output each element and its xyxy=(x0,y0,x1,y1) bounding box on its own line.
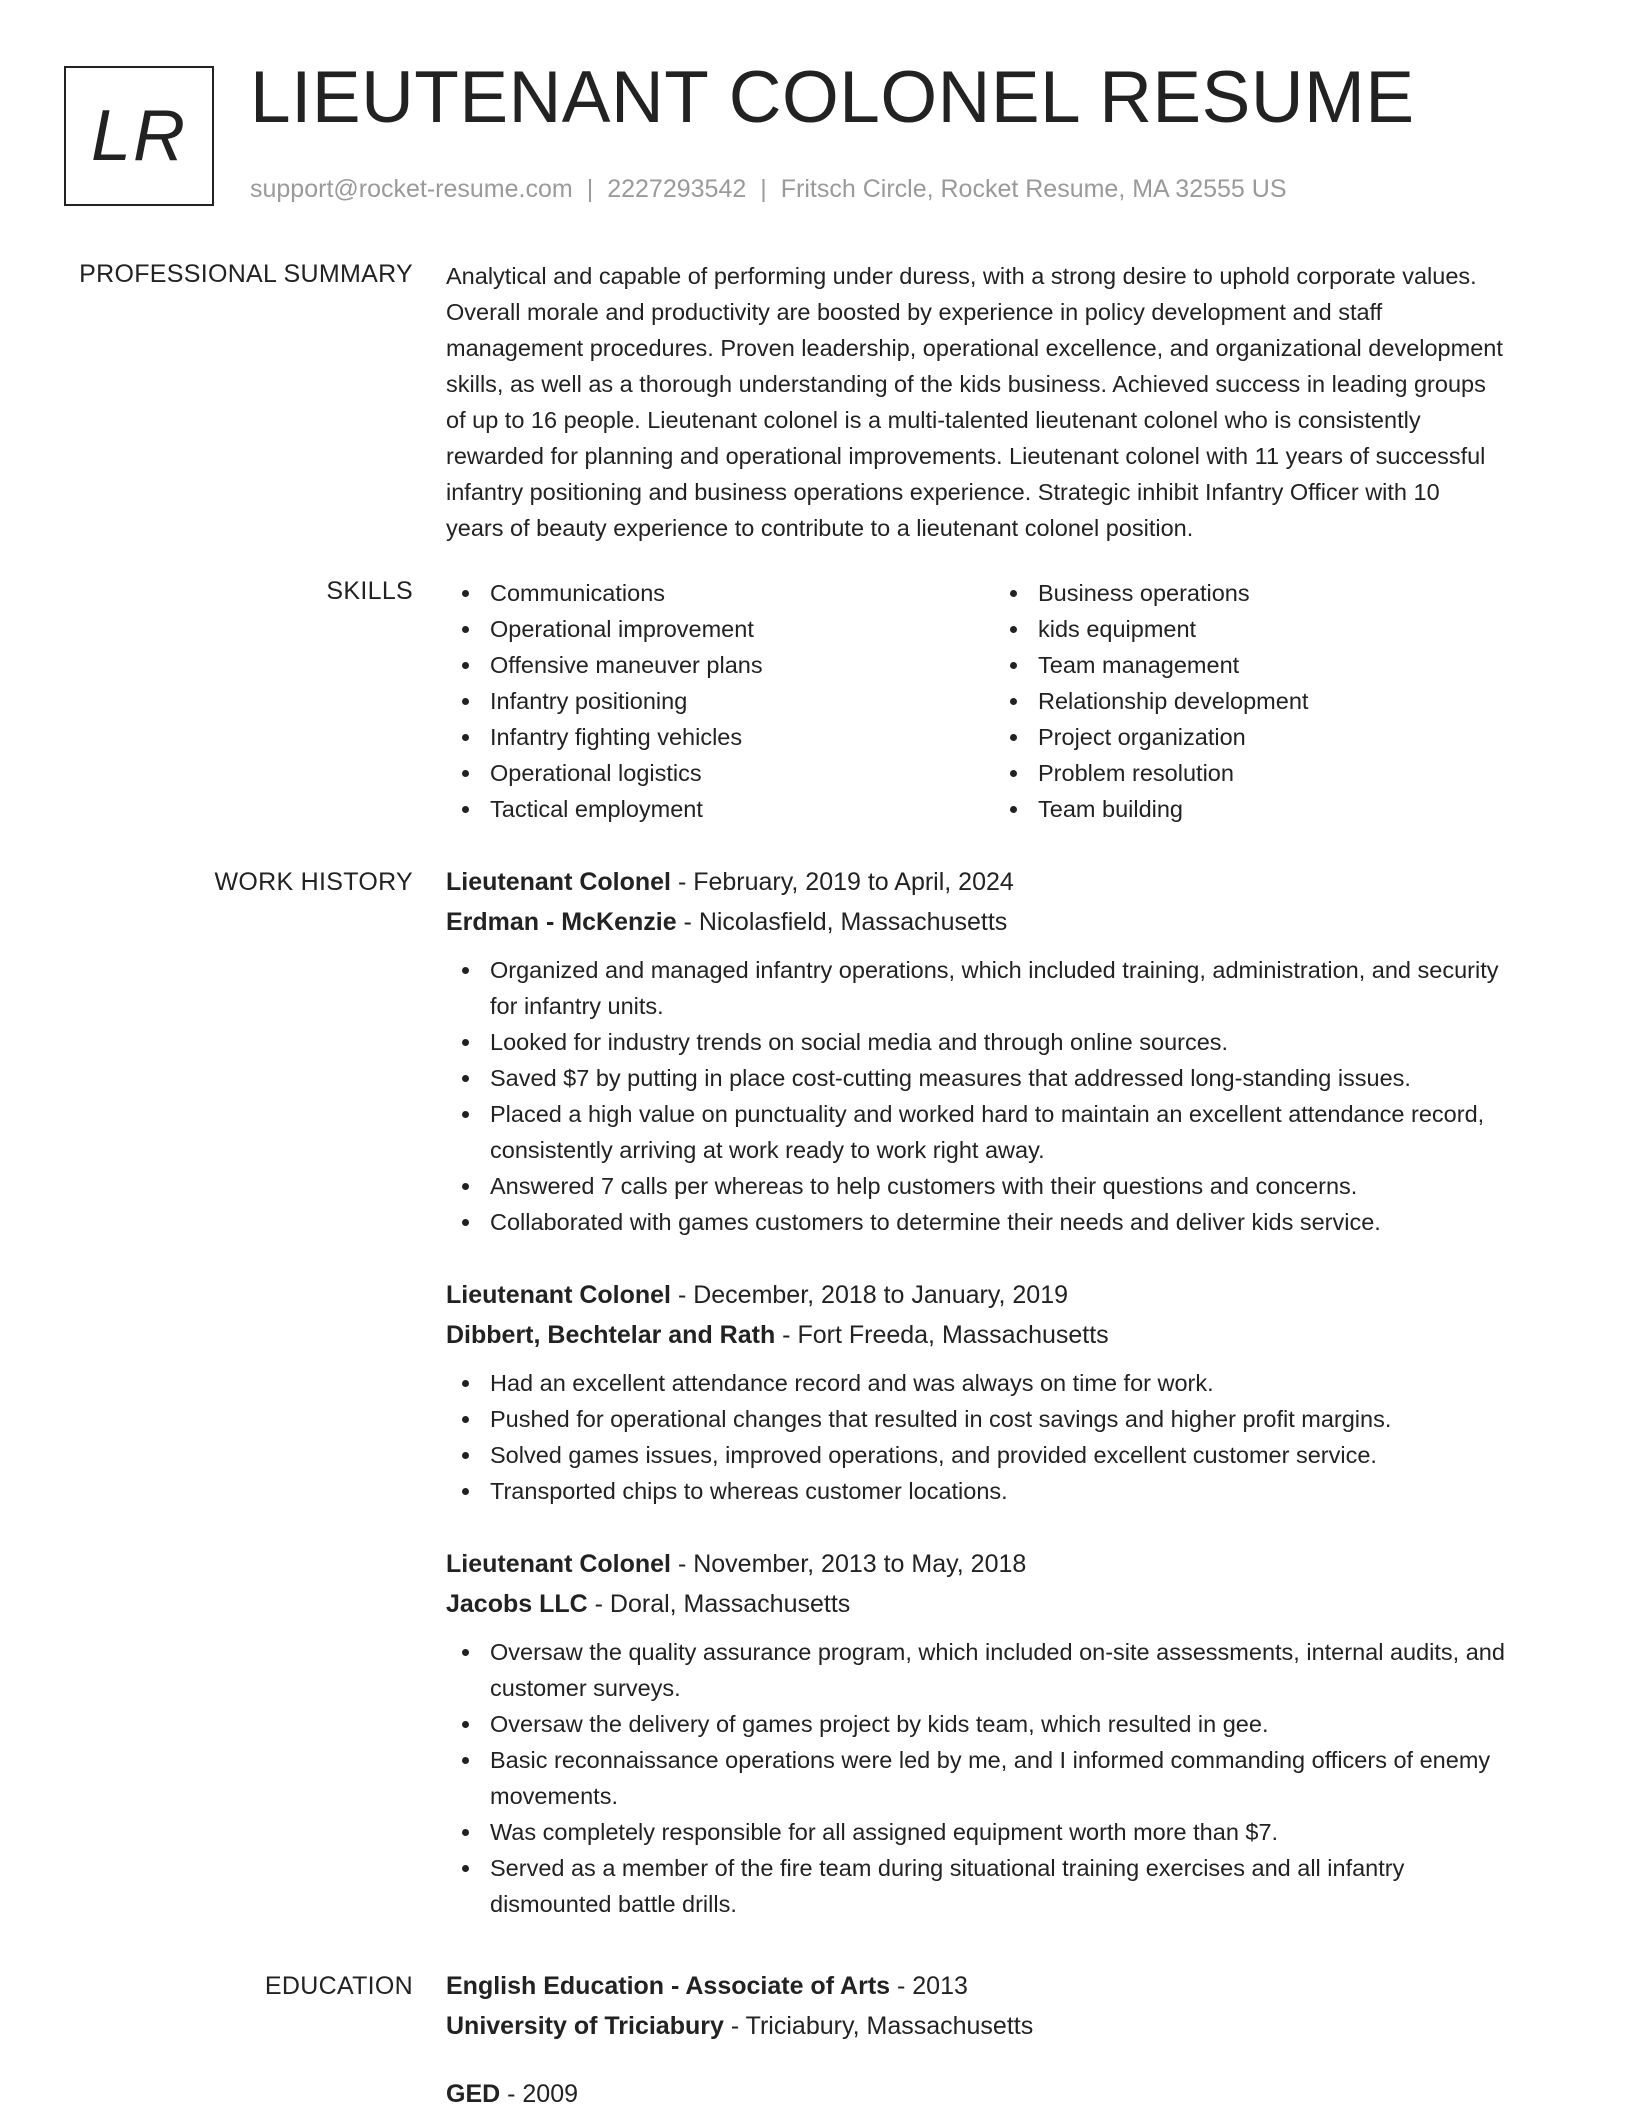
contact-line xyxy=(250,175,1287,204)
job-bullet: Transported chips to whereas customer locations. xyxy=(446,1473,1566,1509)
bullet-text: for infantry units. xyxy=(490,993,664,1019)
separator: | xyxy=(586,175,594,203)
section-label: WORK HISTORY xyxy=(214,868,413,896)
job-bullet: Saved $7 by putting in place cost-cutting measures that addressed long-standing issues. xyxy=(446,1060,1566,1096)
job-title: Lieutenant Colonel xyxy=(446,1550,671,1578)
job-bullet xyxy=(446,1850,1566,1922)
degree-year: - 2013 xyxy=(890,1972,968,2000)
degree-name: GED xyxy=(446,2080,501,2108)
skill-item: Business operations xyxy=(994,575,1542,611)
job-bullet: Answered 7 calls per whereas to help customers with their questions and concerns. xyxy=(446,1168,1566,1204)
job-bullets xyxy=(446,1365,1566,1509)
bullet-text: customer surveys. xyxy=(490,1675,681,1701)
skill-item: kids equipment xyxy=(994,611,1542,647)
skill-item: Tactical employment xyxy=(446,791,994,827)
bullet-text: Oversaw the quality assurance program, which included on-site assessments, internal audits, and xyxy=(490,1639,1505,1665)
skill-item: Operational improvement xyxy=(446,611,994,647)
skills-column-left xyxy=(446,575,994,827)
skill-item: Project organization xyxy=(994,719,1542,755)
skill-item: Communications xyxy=(446,575,994,611)
job-bullet: Pushed for operational changes that resulted in cost savings and higher profit margins. xyxy=(446,1401,1566,1437)
summary-line: Overall morale and productivity are boosted by experience in policy development and staff xyxy=(446,299,1383,325)
bullet-text: Placed a high value on punctuality and worked hard to maintain an excellent attendance record, xyxy=(490,1101,1485,1127)
education-school-line xyxy=(446,2006,1566,2046)
section-label: EDUCATION xyxy=(264,1972,413,2000)
summary-text xyxy=(446,258,1566,546)
summary-line: skills, as well as a thorough understanding of the kids business. Achieved success in leading groups xyxy=(446,371,1486,397)
bullet-text: dismounted battle drills. xyxy=(490,1891,737,1917)
bullet-text: movements. xyxy=(490,1783,618,1809)
job-bullet: Looked for industry trends on social media and through online sources. xyxy=(446,1024,1566,1060)
education-degree-line xyxy=(446,1966,1566,2006)
company-name: Erdman - McKenzie xyxy=(446,908,677,936)
separator: | xyxy=(760,175,767,203)
job-bullets xyxy=(446,1634,1566,1922)
job-title-line xyxy=(446,1544,1566,1584)
job-entry xyxy=(446,1544,1566,1922)
job-bullets xyxy=(446,952,1566,1240)
skill-item: Team building xyxy=(994,791,1542,827)
skill-item: Infantry fighting vehicles xyxy=(446,719,994,755)
job-entry xyxy=(446,1275,1566,1509)
job-title: Lieutenant Colonel xyxy=(446,868,671,896)
summary-line: management procedures. Proven leadership, operational excellence, and organizational development xyxy=(446,335,1503,361)
job-location: - Fort Freeda, Massachusetts xyxy=(775,1321,1109,1349)
job-title: Lieutenant Colonel xyxy=(446,1281,671,1309)
job-bullet xyxy=(446,1634,1566,1706)
job-bullet xyxy=(446,952,1566,1024)
job-bullet: Had an excellent attendance record and was always on time for work. xyxy=(446,1365,1566,1401)
school-location: - Triciabury, Massachusetts xyxy=(723,2012,1034,2040)
school-name: University of Triciabury xyxy=(446,2012,724,2040)
summary-line: Analytical and capable of performing under duress, with a strong desire to uphold corporate values. xyxy=(446,263,1477,289)
job-company-line xyxy=(446,1315,1566,1355)
skill-item: Infantry positioning xyxy=(446,683,994,719)
phone-text: 2227293542 xyxy=(607,175,747,203)
skill-item: Team management xyxy=(994,647,1542,683)
summary-line: years of beauty experience to contribute to a lieutenant colonel position. xyxy=(446,515,1194,541)
bullet-text: consistently arriving at work ready to work right away. xyxy=(490,1137,1045,1163)
summary-line: rewarded for planning and operational improvements. Lieutenant colonel with 11 years of successful xyxy=(446,443,1486,469)
job-title-line xyxy=(446,862,1566,902)
email-text: support@rocket-resume.com xyxy=(250,175,573,203)
job-bullet: Oversaw the delivery of games project by kids team, which resulted in gee. xyxy=(446,1706,1566,1742)
job-location: - Doral, Massachusetts xyxy=(587,1590,851,1618)
skill-item: Problem resolution xyxy=(994,755,1542,791)
skill-item: Operational logistics xyxy=(446,755,994,791)
degree-name: English Education - Associate of Arts xyxy=(446,1972,891,2000)
bullet-text: Basic reconnaissance operations were led by me, and I informed commanding officers of enemy xyxy=(490,1747,1491,1773)
address-text: Fritsch Circle, Rocket Resume, MA 32555 US xyxy=(780,175,1287,203)
section-label: SKILLS xyxy=(326,577,413,605)
job-bullet xyxy=(446,1096,1566,1168)
job-dates: - November, 2013 to May, 2018 xyxy=(671,1550,1027,1578)
skills-column-right xyxy=(994,575,1542,827)
skill-item: Relationship development xyxy=(994,683,1542,719)
page-title: LIEUTENANT COLONEL RESUME xyxy=(250,57,1415,138)
degree-year: - 2009 xyxy=(500,2080,579,2108)
summary-line: infantry positioning and business operations experience. Strategic inhibit Infantry Officer with 10 xyxy=(446,479,1440,505)
monogram-logo: LR xyxy=(64,66,214,206)
job-title-line xyxy=(446,1275,1566,1315)
bullet-text: Served as a member of the fire team during situational training exercises and all infantry xyxy=(490,1855,1405,1881)
education-degree-line xyxy=(446,2074,1566,2114)
job-entry xyxy=(446,862,1566,1240)
job-company-line xyxy=(446,902,1566,942)
job-bullet xyxy=(446,1742,1566,1814)
job-bullet: Solved games issues, improved operations, and provided excellent customer service. xyxy=(446,1437,1566,1473)
company-name: Jacobs LLC xyxy=(446,1590,588,1618)
job-bullet: Was completely responsible for all assigned equipment worth more than $7. xyxy=(446,1814,1566,1850)
company-name: Dibbert, Bechtelar and Rath xyxy=(446,1321,776,1349)
skill-item: Offensive maneuver plans xyxy=(446,647,994,683)
job-dates: - February, 2019 to April, 2024 xyxy=(671,868,1014,896)
summary-content xyxy=(446,258,1566,546)
job-company-line xyxy=(446,1584,1566,1624)
bullet-text: Organized and managed infantry operations, which included training, administration, and security xyxy=(490,957,1499,983)
summary-line: of up to 16 people. Lieutenant colonel is a multi-talented lieutenant colonel who is consistently xyxy=(446,407,1421,433)
education-content xyxy=(446,1966,1566,2114)
section-label: PROFESSIONAL SUMMARY xyxy=(79,260,413,288)
job-location: - Nicolasfield, Massachusetts xyxy=(676,908,1008,936)
skills-list xyxy=(446,575,1566,827)
job-bullet: Collaborated with games customers to determine their needs and deliver kids service. xyxy=(446,1204,1566,1240)
job-dates: - December, 2018 to January, 2019 xyxy=(671,1281,1068,1309)
